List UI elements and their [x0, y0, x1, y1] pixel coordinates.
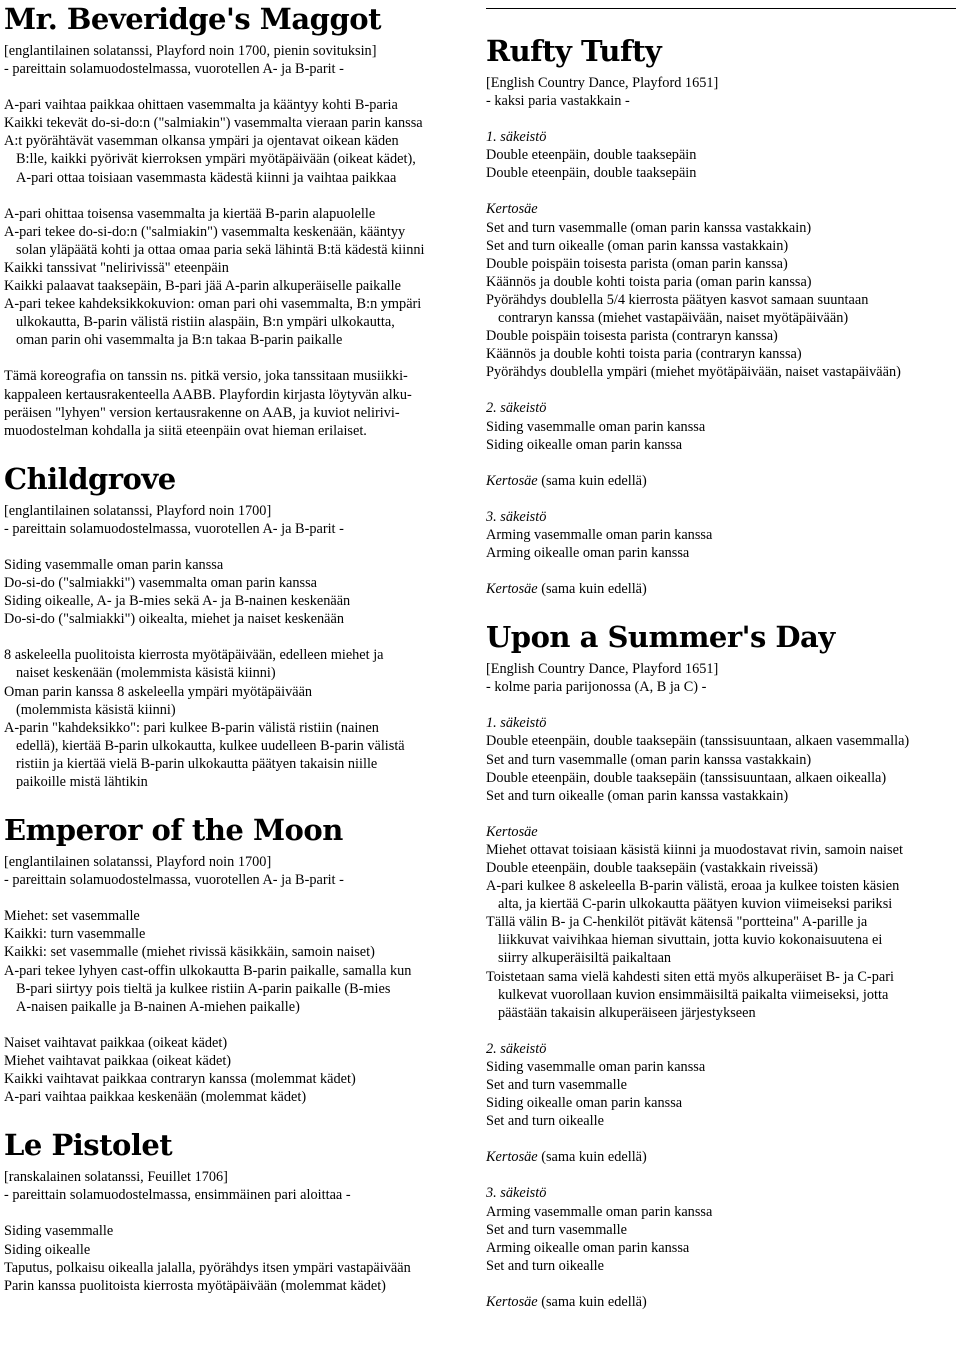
verse-heading: 3. säkeistö — [486, 508, 547, 525]
text-line: Siding oikealle oman parin kanssa — [486, 1095, 683, 1112]
text-line: Käännös ja double kohti toista paria (oman parin kanssa) — [486, 273, 812, 290]
text-line: Kaikki vaihtavat paikkaa contraryn kanssa (molemmat kädet) — [4, 1071, 356, 1088]
verse-heading: Kertosäe (sama kuin edellä) — [486, 581, 647, 598]
text-line: Double eteenpäin, double taaksepäin — [486, 165, 697, 182]
text-line: [ranskalainen solatanssi, Feuillet 1706] — [4, 1169, 228, 1186]
text-line: Pyörähdys doublella ympäri (miehet myötäpäivään, naiset vastapäivään) — [486, 364, 901, 381]
dance-title: Le Pistolet — [4, 1128, 173, 1163]
dance-title: Emperor of the Moon — [4, 813, 343, 848]
text-line: Siding vasemmalle oman parin kanssa — [486, 1058, 706, 1075]
text-line: Kaikki palaavat taaksepäin, B-pari jää A-parin alkuperäiselle paikalle — [4, 278, 401, 295]
text-line: Arming oikealle oman parin kanssa — [486, 544, 690, 561]
text-line: (molemmista käsistä kiinni) — [16, 701, 176, 718]
text-line: Toistetaan sama vielä kahdesti siten että myös alkuperäiset B- ja C-pari — [486, 968, 894, 985]
text-line: solan yläpäätä kohti ja ottaa omaa paria sekä lähintä B:tä kädestä kiinni — [16, 241, 425, 258]
text-line: - kolme paria parijonossa (A, B ja C) - — [486, 679, 707, 696]
text-line: Parin kanssa puolitoista kierrosta myötäpäivään (molemmat kädet) — [4, 1277, 386, 1294]
text-line: liikkuvat vaivihkaa hieman sivuttain, jotta kuvio kokonaisuutena ei — [498, 932, 883, 949]
text-line: Set and turn oikealle (oman parin kanssa vastakkain) — [486, 787, 789, 804]
text-line: kappaleen kertausrakenteella AABB. Playfordin kirjasta löytyvän alku- — [4, 386, 412, 403]
text-line: A-parin "kahdeksikko": pari kulkee B-parin välistä ristiin (nainen — [4, 719, 379, 736]
text-line: - kaksi paria vastakkain - — [486, 93, 630, 110]
dance-section-le-pistolet — [4, 1128, 474, 1317]
dance-section-emperor-of-the-moon — [4, 813, 474, 1128]
text-line: Siding vasemmalle oman parin kanssa — [486, 418, 706, 435]
text-line: Miehet vaihtavat paikkaa (oikeat kädet) — [4, 1052, 232, 1069]
verse-heading: 1. säkeistö — [486, 715, 547, 732]
text-line: Tällä välin B- ja C-henkilöt pitävät kätensä "portteina" A-parille ja — [486, 914, 868, 931]
text-line: Siding vasemmalle oman parin kanssa — [4, 556, 224, 573]
text-line: Double eteenpäin, double taaksepäin (tanssisuuntaan, alkaen vasemmalla) — [486, 733, 910, 750]
text-line: oman parin ohi vasemmalta ja B:n takaa B-parin paikalle — [16, 332, 343, 349]
text-line: Arming oikealle oman parin kanssa — [486, 1239, 690, 1256]
text-line: - pareittain solamuodostelmassa, vuorotellen A- ja B-parit - — [4, 872, 344, 889]
text-line: A-pari tekee lyhyen cast-offin ulkokautta B-parin paikalle, samalla kun — [4, 962, 412, 979]
text-line: Miehet ottavat toisiaan käsistä kiinni ja muodostavat rivin, samoin naiset — [486, 841, 903, 858]
text-line: ristiin ja kiertää vielä B-parin ulkokautta päätyen takaisin niille — [16, 755, 378, 772]
text-line: paikoille mistä lähtikin — [16, 774, 148, 790]
text-line: - pareittain solamuodostelmassa, vuorotellen A- ja B-parit - — [4, 520, 344, 537]
text-line: Kaikki: turn vasemmalle — [4, 926, 146, 943]
text-line: siirry alkuperäisiltä paikaltaan — [498, 950, 672, 967]
text-line: A-pari ohittaa toisensa vasemmalta ja kiertää B-parin alapuolelle — [4, 205, 376, 222]
text-line: Taputus, polkaisu oikealla jalalla, pyörähdys itsen ympäri vastapäivään — [4, 1259, 411, 1276]
top-rule — [486, 8, 956, 9]
text-line: Naiset vaihtavat paikkaa (oikeat kädet) — [4, 1034, 228, 1051]
text-line: contraryn kanssa (miehet vastapäivään, naiset myötäpäivään) — [498, 310, 849, 327]
verse-heading: 1. säkeistö — [486, 129, 547, 146]
text-line: alta, ja kiertää C-parin ulkokautta päätyen kuvion viimeiseksi pariksi — [498, 896, 893, 913]
dance-title: Upon a Summer's Day — [486, 620, 835, 655]
verse-heading: Kertosäe — [486, 201, 538, 218]
text-line: A-pari tekee kahdeksikkokuvion: oman pari ohi vasemmalta, B:n ympäri — [4, 296, 422, 313]
text-line: muodostelman kohdalla ja siitä eteenpäin ovat hieman erilaiset. — [4, 422, 367, 439]
text-line: peräisen "lyhyen" version kertausrakenne on AAB, ja kuviot nelirivi- — [4, 404, 400, 421]
text-line: Miehet: set vasemmalle — [4, 908, 140, 925]
text-line: - pareittain solamuodostelmassa, ensimmäinen pari aloittaa - — [4, 1187, 351, 1204]
dance-section-upon-a-summer-s-day — [486, 620, 956, 1333]
text-line: A-pari vaihtaa paikkaa keskenään (molemmat kädet) — [4, 1089, 307, 1106]
text-line: A-naisen paikalle ja B-nainen A-miehen paikalle) — [16, 998, 300, 1015]
text-line: Do-si-do ("salmiakki") vasemmalta oman parin kanssa — [4, 575, 318, 592]
text-line: Set and turn vasemmalle — [486, 1077, 627, 1094]
text-line: A:t pyörähtävät vasemman olkansa ympäri ja ojentavat oikean käden — [4, 133, 399, 150]
text-line: Double eteenpäin, double taaksepäin (vastakkain riveissä) — [486, 860, 818, 876]
text-line: Siding oikealle, A- ja B-mies sekä A- ja B-nainen keskenään — [4, 593, 351, 610]
verse-heading: Kertosäe (sama kuin edellä) — [486, 1149, 647, 1166]
dance-section-childgrove — [4, 462, 474, 813]
text-line: Double poispäin toisesta parista (oman parin kanssa) — [486, 255, 788, 272]
text-line: Set and turn vasemmalle — [486, 1221, 627, 1238]
text-line: [English Country Dance, Playford 1651] — [486, 661, 719, 678]
text-line: B:lle, kaikki pyörivät kierroksen ympäri myötäpäivään (oikeat kädet), — [16, 151, 416, 168]
text-line: Kaikki tanssivat "nelirivissä" eteenpäin — [4, 259, 229, 276]
verse-heading: Kertosäe (sama kuin edellä) — [486, 1293, 647, 1310]
text-line: [englantilainen solatanssi, Playford noin 1700] — [4, 502, 272, 519]
dance-title: Rufty Tufty — [486, 34, 662, 68]
text-line: Arming vasemmalle oman parin kanssa — [486, 1203, 713, 1220]
text-line: A-pari tekee do-si-do:n ("salmiakin") vasemmalta keskenään, kääntyy — [4, 223, 406, 240]
text-line: A-pari ottaa toisiaan vasemmasta kädestä kiinni ja vaihtaa paikkaa — [16, 169, 397, 186]
text-line: Siding vasemmalle — [4, 1223, 114, 1240]
dance-title: Childgrove — [4, 461, 176, 496]
text-line: - pareittain solamuodostelmassa, vuorotellen A- ja B-parit - — [4, 61, 344, 78]
verse-heading: 2. säkeistö — [486, 400, 547, 417]
text-line: naiset keskenään (molemmista käsistä kiinni) — [16, 665, 276, 682]
text-line: [englantilainen solatanssi, Playford noin 1700, pienin sovituksin] — [4, 43, 377, 59]
text-line: päästään takaisin alkuperäiseen järjestykseen — [498, 1004, 756, 1021]
text-line: Kaikki: set vasemmalle (miehet rivissä käsikkäin, samoin naiset) — [4, 944, 375, 961]
text-line: Double poispäin toisesta parista (contraryn kanssa) — [486, 328, 778, 345]
text-line: B-pari siirtyy pois tieltä ja kulkee ristiin A-parin paikalle (B-mies — [16, 980, 391, 997]
text-line: Siding oikealle — [4, 1241, 91, 1258]
text-line: kulkevat vuorollaan kuvion ensimmäisiltä paikalta viimeiseksi, jotta — [498, 986, 889, 1003]
dance-section-mr-beveridge-s-maggot — [4, 2, 474, 462]
text-line: Oman parin kanssa 8 askeleella ympäri myötäpäivään — [4, 683, 313, 700]
text-line: Set and turn vasemmalle (oman parin kanssa vastakkain) — [486, 751, 812, 768]
text-line: [englantilainen solatanssi, Playford noin 1700] — [4, 854, 272, 871]
text-line: Pyörähdys doublella 5/4 kierrosta päätyen kasvot samaan suuntaan — [486, 291, 869, 308]
text-line: 8 askeleella puolitoista kierrosta myötäpäivään, edelleen miehet ja — [4, 647, 384, 664]
text-line: Set and turn oikealle — [486, 1257, 604, 1274]
dance-title: Mr. Beveridge's Maggot — [4, 2, 381, 36]
text-line: A-pari vaihtaa paikkaa ohittaen vasemmalta ja kääntyy kohti B-paria — [4, 97, 398, 114]
verse-heading: 3. säkeistö — [486, 1185, 547, 1202]
text-line: Set and turn oikealle (oman parin kanssa vastakkain) — [486, 237, 789, 254]
verse-heading: Kertosäe — [486, 823, 538, 840]
text-line: Do-si-do ("salmiakki") oikealta, miehet ja naiset keskenään — [4, 611, 344, 628]
text-line: Double eteenpäin, double taaksepäin (tanssisuuntaan, alkaen oikealla) — [486, 769, 887, 786]
text-line: Set and turn oikealle — [486, 1113, 604, 1130]
verse-heading: 2. säkeistö — [486, 1040, 547, 1057]
text-line: A-pari kulkee 8 askeleella B-parin välistä, eroaa ja kulkee toisten käsien — [486, 878, 900, 895]
text-line: edellä), kiertää B-parin ulkokautta, kulkee uudelleen B-parin välistä — [16, 737, 405, 754]
text-line: ulkokautta, B-parin välistä ristiin alaspäin, B:n ympäri ulkokautta, — [16, 314, 395, 331]
left-column — [4, 2, 474, 1317]
text-line: Siding oikealle oman parin kanssa — [486, 436, 683, 453]
text-line: Käännös ja double kohti toista paria (contraryn kanssa) — [486, 346, 802, 363]
right-column — [486, 34, 956, 1333]
text-line: Set and turn vasemmalle (oman parin kanssa vastakkain) — [486, 219, 812, 236]
text-line: [English Country Dance, Playford 1651] — [486, 75, 719, 91]
dance-section-rufty-tufty — [486, 34, 956, 620]
text-line: Double eteenpäin, double taaksepäin — [486, 147, 697, 164]
verse-heading: Kertosäe (sama kuin edellä) — [486, 472, 647, 489]
text-line: Arming vasemmalle oman parin kanssa — [486, 526, 713, 543]
text-line: Kaikki tekevät do-si-do:n ("salmiakin") vasemmalta vieraan parin kanssa — [4, 115, 423, 132]
text-line: Tämä koreografia on tanssin ns. pitkä versio, joka tanssitaan musiikki- — [4, 368, 408, 385]
